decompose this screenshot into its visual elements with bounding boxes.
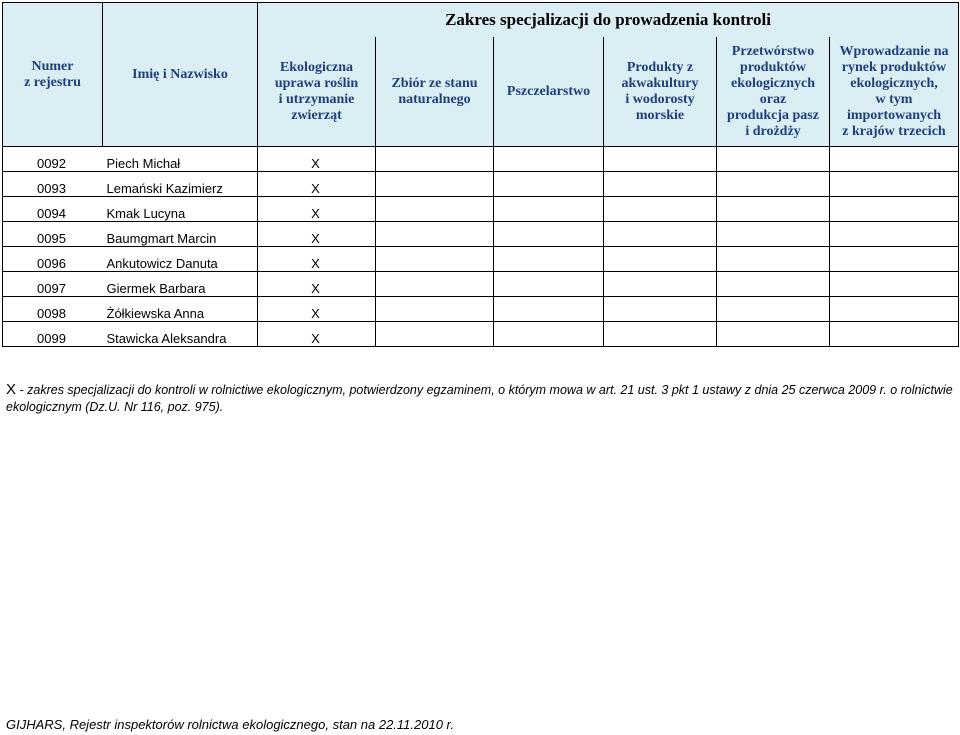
- inspector-name-cell: Ankutowicz Danuta: [103, 247, 258, 272]
- inspector-name-cell: Piech Michał: [103, 147, 258, 172]
- specialization-mark-cell: [604, 322, 717, 347]
- specialization-mark-cell: [604, 297, 717, 322]
- table-row: [3, 172, 959, 197]
- inspector-name-cell: Kmak Lucyna: [103, 197, 258, 222]
- specialization-mark-cell: [494, 147, 604, 172]
- legend-text: - zakres specjalizacji do kontroli w rolnictiwe ekologicznym, potwierdzony egzaminem, o którym mowa w art. 21 ust. 3 pkt 1 ustawy z dnia 25 czerwca 2009 r. o rolnictwie ekologicznym (Dz.U. Nr 116, poz. 975).: [6, 383, 953, 414]
- specialization-mark-cell: [604, 172, 717, 197]
- specialization-mark-cell: [604, 272, 717, 297]
- specialization-mark-cell: [376, 272, 494, 297]
- inspector-name-cell: Stawicka Aleksandra: [103, 322, 258, 347]
- specialization-mark-cell: [717, 197, 830, 222]
- specialization-mark-cell: X: [258, 147, 376, 172]
- table-row: [3, 247, 959, 272]
- registry-number-cell: 0092: [3, 147, 103, 172]
- registry-number-cell: 0099: [3, 322, 103, 347]
- specialization-mark-cell: [717, 297, 830, 322]
- table-row: [3, 297, 959, 322]
- specialization-mark-cell: [830, 222, 959, 247]
- header-processing: Przetwórstwo produktów ekologicznych oraz produkcja pasz i drożdży: [717, 37, 830, 147]
- specialization-mark-cell: [604, 222, 717, 247]
- footer-source: GIJHARS, Rejestr inspektorów rolnictwa ekologicznego, stan na 22.11.2010 r.: [6, 717, 455, 732]
- header-market-import: Wprowadzanie na rynek produktów ekologicznych, w tym importowanych z krajów trzecich: [830, 37, 959, 147]
- registry-number-cell: 0095: [3, 222, 103, 247]
- specialization-mark-cell: [830, 272, 959, 297]
- specialization-mark-cell: [376, 222, 494, 247]
- specialization-mark-cell: X: [258, 222, 376, 247]
- table-row: [3, 197, 959, 222]
- table-body: [3, 147, 959, 347]
- specialization-mark-cell: [376, 147, 494, 172]
- specialization-mark-cell: X: [258, 272, 376, 297]
- specialization-mark-cell: X: [258, 322, 376, 347]
- specialization-mark-cell: [494, 272, 604, 297]
- specialization-mark-cell: [830, 247, 959, 272]
- registry-number-cell: 0096: [3, 247, 103, 272]
- specialization-mark-cell: [494, 322, 604, 347]
- specialization-mark-cell: [494, 197, 604, 222]
- legend-note: [6, 381, 956, 416]
- registry-number-cell: 0097: [3, 272, 103, 297]
- specialization-mark-cell: [830, 297, 959, 322]
- specialization-mark-cell: [604, 247, 717, 272]
- header-beekeeping: Pszczelarstwo: [494, 37, 604, 147]
- registry-number-cell: 0093: [3, 172, 103, 197]
- table-row: [3, 272, 959, 297]
- specialization-mark-cell: [376, 197, 494, 222]
- column-header-number: Numer z rejestru: [3, 3, 103, 147]
- registry-number-cell: 0094: [3, 197, 103, 222]
- table-header: [3, 3, 959, 147]
- header-aquaculture: Produkty z akwakultury i wodorosty morskie: [604, 37, 717, 147]
- inspector-name-cell: Giermek Barbara: [103, 272, 258, 297]
- specialization-mark-cell: [830, 147, 959, 172]
- specialization-mark-cell: [830, 197, 959, 222]
- specialization-mark-cell: X: [258, 297, 376, 322]
- specialization-mark-cell: X: [258, 172, 376, 197]
- specialization-mark-cell: X: [258, 247, 376, 272]
- specialization-mark-cell: [830, 322, 959, 347]
- specialization-mark-cell: [717, 172, 830, 197]
- specialization-mark-cell: X: [258, 197, 376, 222]
- header-organic-crops: Ekologiczna uprawa roślin i utrzymanie zwierząt: [258, 37, 376, 147]
- specialization-mark-cell: [494, 172, 604, 197]
- specialization-mark-cell: [604, 197, 717, 222]
- legend-symbol: X: [6, 381, 17, 398]
- column-header-name: Imię i Nazwisko: [103, 3, 258, 147]
- inspector-name-cell: Baumgmart Marcin: [103, 222, 258, 247]
- specialization-mark-cell: [376, 247, 494, 272]
- specialization-mark-cell: [717, 147, 830, 172]
- specialization-mark-cell: [830, 172, 959, 197]
- specialization-mark-cell: [494, 247, 604, 272]
- specialization-mark-cell: [494, 222, 604, 247]
- inspector-name-cell: Żółkiewska Anna: [103, 297, 258, 322]
- header-wild-collection: Zbiór ze stanu naturalnego: [376, 37, 494, 147]
- specialization-mark-cell: [717, 222, 830, 247]
- registry-table: [2, 2, 959, 347]
- inspector-name-cell: Lemański Kazimierz: [103, 172, 258, 197]
- table-row: [3, 322, 959, 347]
- column-group-header: Zakres specjalizacji do prowadzenia kontroli: [258, 3, 959, 38]
- specialization-mark-cell: [376, 172, 494, 197]
- table-row: [3, 147, 959, 172]
- specialization-mark-cell: [717, 247, 830, 272]
- specialization-mark-cell: [376, 297, 494, 322]
- specialization-mark-cell: [604, 147, 717, 172]
- specialization-mark-cell: [376, 322, 494, 347]
- registry-number-cell: 0098: [3, 297, 103, 322]
- specialization-mark-cell: [717, 322, 830, 347]
- specialization-mark-cell: [494, 297, 604, 322]
- table-row: [3, 222, 959, 247]
- specialization-mark-cell: [717, 272, 830, 297]
